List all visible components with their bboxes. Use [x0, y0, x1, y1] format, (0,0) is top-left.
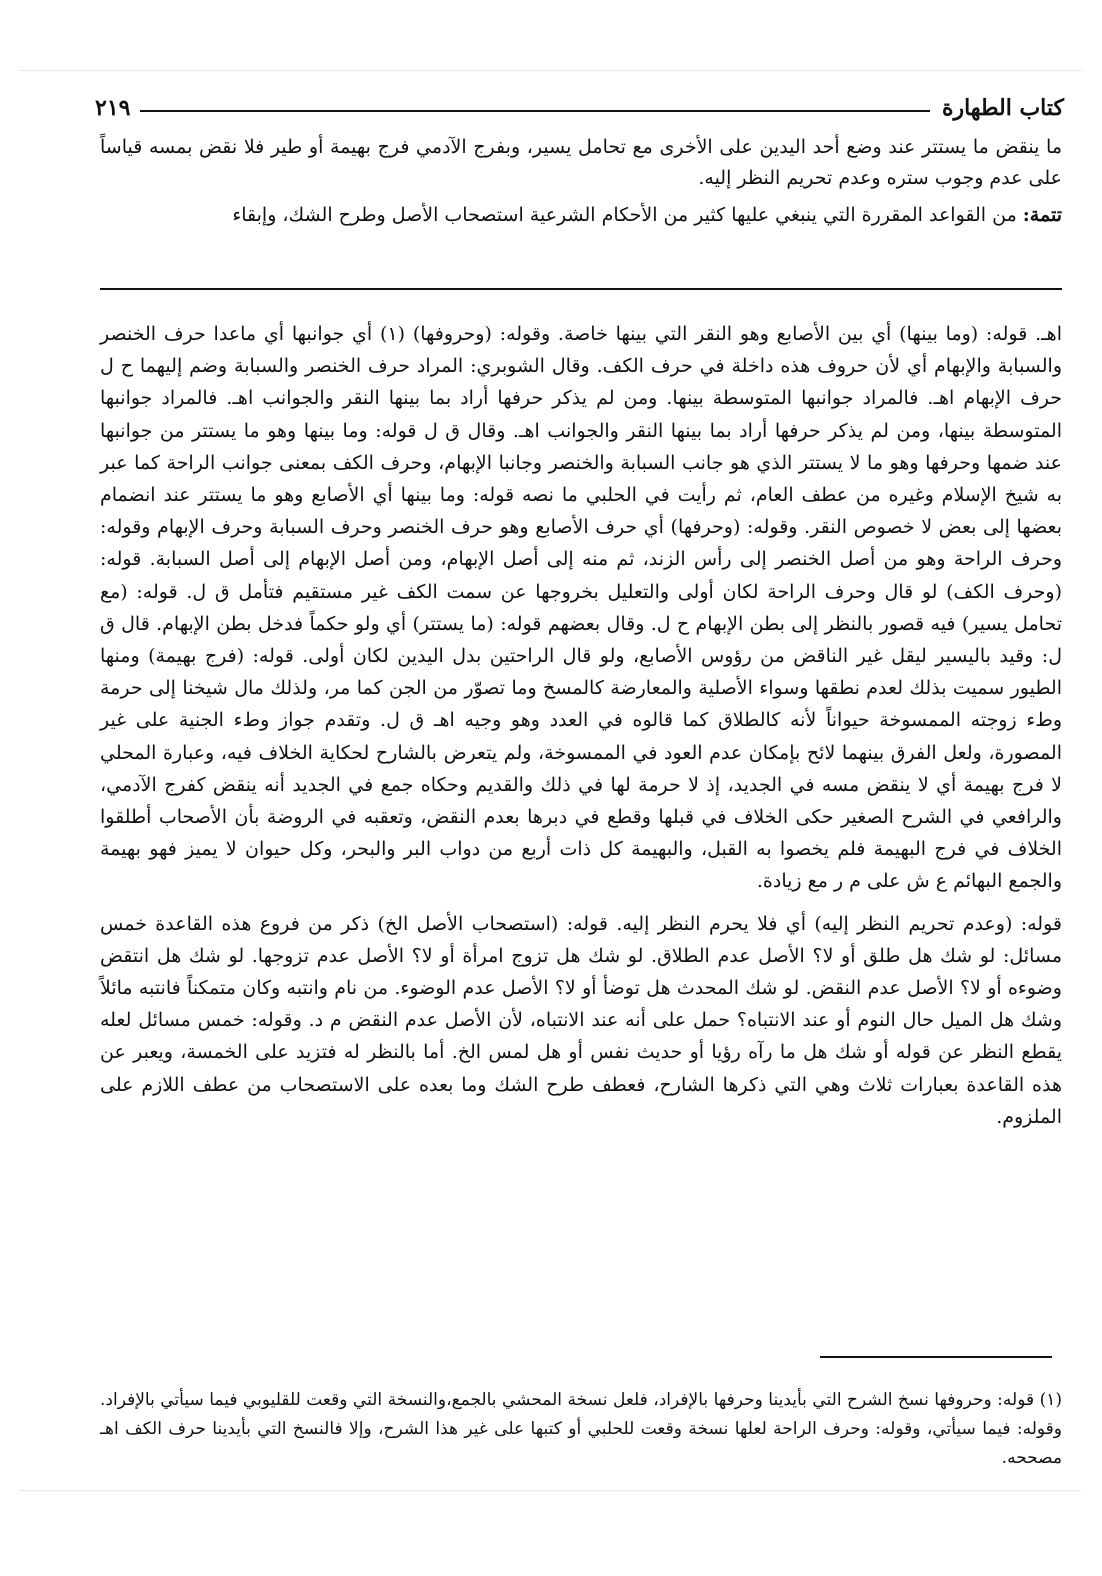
commentary-paragraph: قوله: (وعدم تحريم النظر إليه) أي فلا يحرم النظر إليه. قوله: (استصحاب الأصل الخ) ذكر من فروع هذه القاعدة خمس مسائل: لو شك هل طلق أو لا؟ الأصل عدم الطلاق. لو شك هل تزوج امرأة أو لا؟ الأصل عدم تزوجها. لو شك هل انتقض وضوءه أو لا؟ الأصل عدم النقض. لو شك المحدث هل توضأ أو لا؟ الأصل عدم الوضوء. من نام وانتبه وكان متمكناً فانتبه مائلاً وشك هل الميل حال النوم أو عند الانتباه؟ حمل على أنه عند الانتباه، لأن الأصل عدم النقض م د. وقوله: خمس مسائل لعله يقطع النظر عن قوله أو شك هل ما رآه رؤيا أو حديث نفس أو هل لمس الخ. أما بالنظر له فتزيد على الخمسة، ويعبر عن هذه القاعدة بعبارات ثلاث وهي التي ذكرها الشارح، فعطف طرح الشك وما بعده على الاستصحاب من عطف اللازم على الملزوم. — [100, 912, 1062, 1128]
header-rule — [140, 110, 930, 112]
footnote — [100, 1386, 1062, 1473]
scan-edge-bottom — [20, 1490, 1082, 1531]
commentary — [100, 318, 1062, 1143]
tatimma-paragraph — [100, 200, 1062, 231]
footnote-text: (١) قوله: وحروفها نسخ الشرح التي بأيدينا وحرفها بالإفراد، فلعل نسخة المحشي بالجمع،والنسخة التي وقعت للقليوبي فيما سيأتي بالإفراد. وقوله: فيما سيأتي، وقوله: وحرف الراحة لعلها نسخة وقعت للحلبي أو كتبها على غير هذا الشرح، وإلا فالنسخ التي بأيدينا حرف الكف اهـ مصححه. — [100, 1390, 1062, 1468]
commentary-paragraph: اهـ. قوله: (وما بينها) أي بين الأصابع وهو النقر التي بينها خاصة. وقوله: (وحروفها) (١) أي جوانبها أي ماعدا حرف الخنصر والسبابة والإبهام أي لأن حروف هذه داخلة في حرف الكف. وقال الشوبري: المراد حرف الخنصر والسبابة وضم إليهما ح ل حرف الإبهام اهـ. فالمراد جوانبها المتوسطة بينها. ومن لم يذكر حرفها أراد بما بينها النقر والجوانب اهـ. فالمراد جوانبها المتوسطة بينها، ومن لم يذكر حرفها أراد بما بينها النقر والجوانب اهـ. وقال ق ل قوله: وما بينها وهو ما يستتر من جوانبها عند ضمها وحرفها وهو ما لا يستتر الذي هو جانب السبابة والخنصر وجانبا الإبهام، وحرف الكف بمعنى جوانب الراحة كما عبر به شيخ الإسلام وغيره من عطف العام، ثم رأيت في الحلبي ما نصه قوله: وما بينها أي الأصابع وهو ما يستتر عند انضمام بعضها إلى بعض لا خصوص النقر. وقوله: (وحرفها) أي حرف الأصابع وهو حرف الخنصر وحرف السبابة وحرف الإبهام وقوله: وحرف الراحة وهو من أصل الخنصر إلى رأس الزند، ثم منه إلى أصل الإبهام، ومن أصل الإبهام إلى أصل السبابة. قوله: (وحرف الكف) لو قال وحرف الراحة لكان أولى والتعليل بخروجها عن سمت الكف غير مستقيم فتأمل ق ل. قوله: (مع تحامل يسير) فيه قصور بالنظر إلى بطن الإبهام ح ل. وقال بعضهم قوله: (ما يستتر) أي ولو حكماً فدخل بطن الإبهام. قال ق ل: وقيد باليسير ليقل غير الناقض من رؤوس الأصابع، ولو قال الراحتين بدل اليدين لكان أولى. قوله: (فرج بهيمة) ومنها الطيور سميت بذلك لعدم نطقها وسواء الأصلية والمعارضة كالمسخ وما تصوّر من الجن كما مر، ولذلك مال شيخنا إلى حرمة وطء زوجته الممسوخة حيواناً لأنه كالطلاق كما قالوه في العدد وهو وجيه اهـ ق ل. وتقدم جواز وطء الجنية على غير المصورة، ولعل الفرق بينهما لائح بإمكان عدم العود في الممسوخة، ولم يتعرض بالشارح لحكاية الخلاف فيه، وعبارة المحلي لا فرج بهيمة أي لا ينقض مسه في الجديد، إذ لا حرمة لها في ذلك والقديم وحكاه جمع في الجديد أنه ينقض كفرج الآدمي، والرافعي في الشرح الصغير حكى الخلاف في قبلها وقطع في دبرها بعدم النقض، وتعقبه في الروضة بأن الأصحاب أطلقوا الخلاف في فرج البهيمة فلم يخصوا به القبل، والبهيمة كل ذات أربع من دواب البر والبحر، وكل حيوان لا يميز فهو بهيمة والجمع البهائم ع ش على م ر مع زيادة. — [100, 323, 1063, 893]
main-text — [100, 132, 1062, 237]
tatimma-text: من القواعد المقررة التي ينبغي عليها كثير من الأحكام الشرعية استصحاب الأصل وطرح الشك، وإبقاء — [232, 204, 1023, 226]
chapter-title: كتاب الطهارة — [941, 95, 1064, 121]
page-header — [95, 88, 1064, 128]
text-separator — [100, 288, 1062, 290]
page-number: ٢١٩ — [95, 95, 131, 121]
footnote-separator — [820, 1356, 1052, 1358]
tatimma-label: تتمة: — [1022, 204, 1062, 226]
scan-edge-top — [20, 30, 1082, 71]
main-paragraph: ما ينقض ما يستتر عند وضع أحد اليدين على الأخرى مع تحامل يسير، وبفرج الآدمي فرج بهيمة أو طير فلا نقض بمسه قياساً على عدم وجوب ستره وعدم تحريم النظر إليه. — [100, 136, 1062, 189]
